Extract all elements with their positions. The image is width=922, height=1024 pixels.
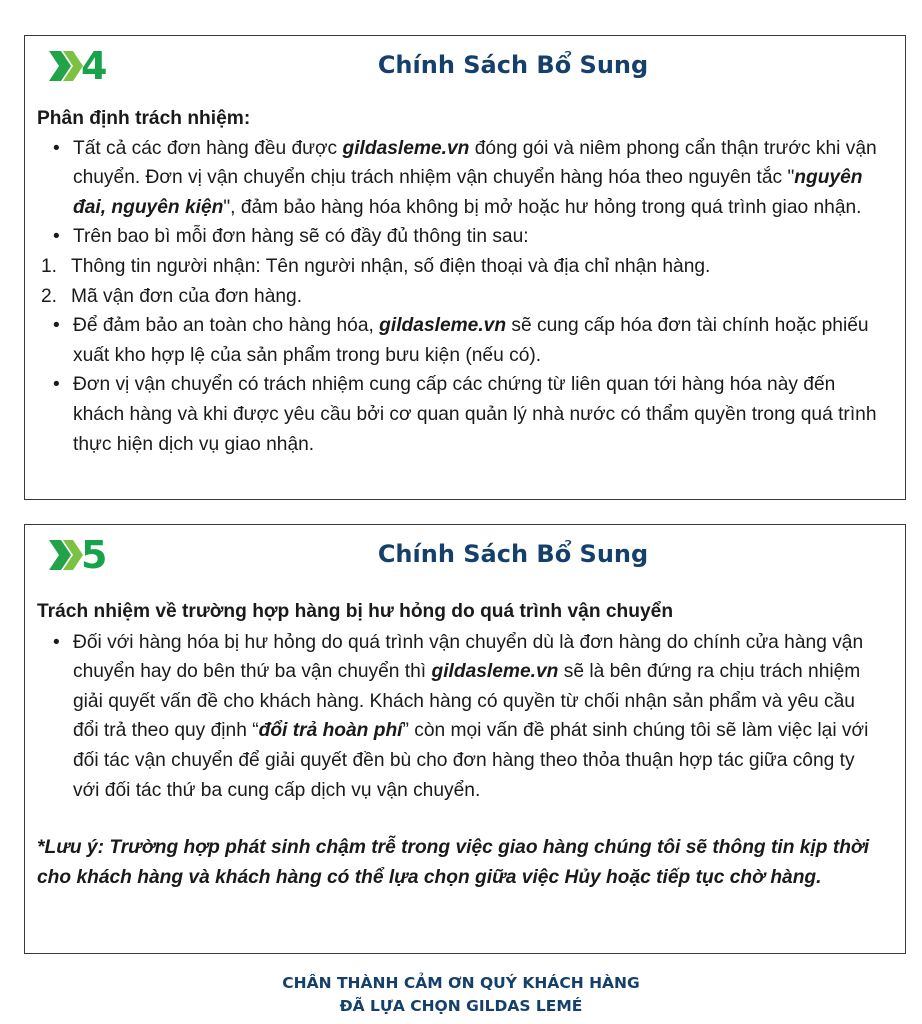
section-title: Chính Sách Bổ Sung: [377, 51, 649, 79]
numbered-item: 2. Mã vận đơn của đơn hàng.: [37, 282, 883, 312]
thank-you-footer: [0, 972, 922, 1018]
item-number: 1.: [41, 255, 58, 277]
list-item: • Tất cả các đơn hàng đều được gildasleme.vn đóng gói và niêm phong cẩn thận trước khi vận chuyển. Đơn vị vận chuyển chịu trách nhiệm vận chuyển hàng hóa theo nguyên tắc "nguyên đai, nguyên kiện", đảm bảo hàng hóa không bị mở hoặc hư hỏng trong quá trình giao nhận.: [37, 134, 883, 223]
card-body: [25, 94, 905, 459]
list-item: • Trên bao bì mỗi đơn hàng sẽ có đầy đủ thông tin sau:: [37, 222, 883, 252]
bullet-dot-icon: •: [53, 374, 60, 396]
section-title: Chính Sách Bổ Sung: [377, 540, 649, 568]
card-header: [25, 36, 905, 94]
bullet-dot-icon: •: [53, 315, 60, 337]
section-number: 5: [81, 533, 107, 577]
policy-card-4: [24, 35, 906, 500]
brand-link-text: gildasleme.vn: [342, 137, 470, 159]
section-heading: Phân định trách nhiệm:: [37, 108, 251, 129]
brand-link-text: gildasleme.vn: [431, 661, 559, 683]
item-number: 2.: [41, 285, 58, 307]
list-item: • Để đảm bảo an toàn cho hàng hóa, gildasleme.vn sẽ cung cấp hóa đơn tài chính hoặc phiếu xuất kho hợp lệ của sản phẩm trong bưu kiện (nếu có).: [37, 311, 883, 370]
note-text: *Lưu ý: Trường hợp phát sinh chậm trễ trong việc giao hàng chúng tôi sẽ thông tin kịp thời cho khách hàng và khách hàng có thể lựa chọn giữa việc Hủy hoặc tiếp tục chờ hàng.: [37, 837, 870, 888]
section-heading: Trách nhiệm về trường hợp hàng bị hư hỏng do quá trình vận chuyển: [37, 601, 674, 622]
list-item: • Đơn vị vận chuyển có trách nhiệm cung cấp các chứng từ liên quan tới hàng hóa này đến khách hàng và khi được yêu cầu bởi cơ quan quản lý nhà nước có thẩm quyền trong quá trình thực hiện dịch vụ giao nhận.: [37, 370, 883, 459]
bullet-dot-icon: •: [53, 631, 60, 653]
emphasis-text: nguyên đai, nguyên kiện: [73, 167, 863, 218]
card-body: [25, 583, 905, 892]
card-header: [25, 525, 905, 583]
list-item: • Đối với hàng hóa bị hư hỏng do quá trình vận chuyển dù là đơn hàng do chính cửa hàng vận chuyển hay do bên thứ ba vận chuyển thì gildasleme.vn sẽ là bên đứng ra chịu trách nhiệm giải quyết vấn đề cho khách hàng. Khách hàng có quyền từ chối nhận sản phẩm và yêu cầu đổi trả theo quy định “đổi trả hoàn phí” còn mọi vấn đề phát sinh chúng tôi sẽ làm việc lại với đối tác vận chuyển để giải quyết đền bù cho đơn hàng theo thỏa thuận hợp tác giữa công ty với đối tác thứ ba cung cấp dịch vụ vận chuyển.: [37, 628, 883, 806]
bullet-dot-icon: •: [53, 226, 60, 248]
brand-link-text: gildasleme.vn: [379, 315, 507, 337]
footer-line-2: ĐÃ LỰA CHỌN GILDAS LEMÉ: [339, 997, 583, 1015]
policy-card-5: [24, 524, 906, 954]
emphasis-text: đổi trả hoàn phí: [258, 720, 403, 742]
footer-line-1: CHÂN THÀNH CẢM ƠN QUÝ KHÁCH HÀNG: [282, 974, 640, 992]
numbered-item: 1. Thông tin người nhận: Tên người nhận, số điện thoại và địa chỉ nhận hàng.: [37, 252, 883, 282]
bullet-dot-icon: •: [53, 137, 60, 159]
section-number: 4: [81, 44, 107, 88]
